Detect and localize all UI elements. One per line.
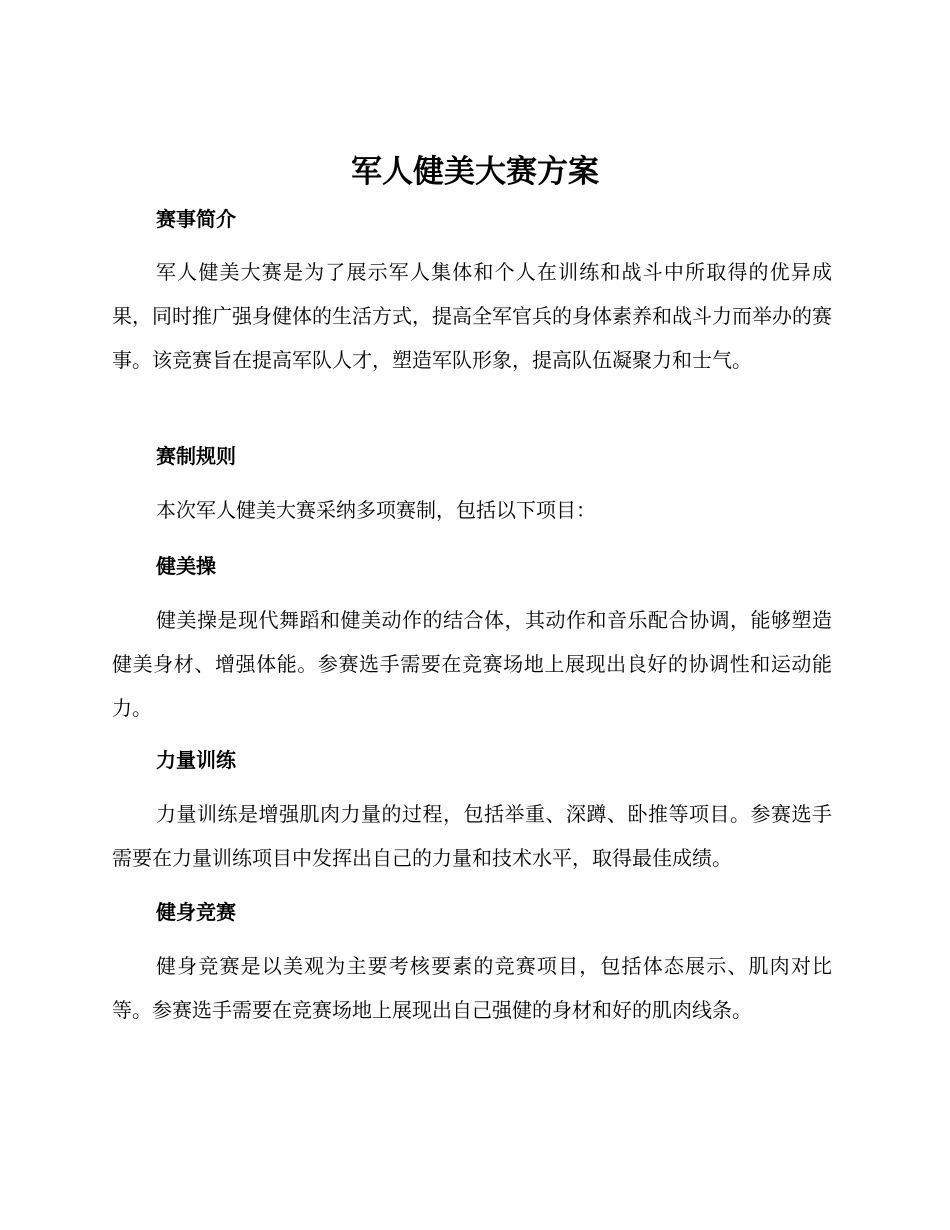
section-paragraph-intro: 军人健美大赛是为了展示军人集体和个人在训练和战斗中所取得的优异成果，同时推广强身健体的生活方式，提高全军官兵的身体素养和战斗力而举办的赛事。该竞赛旨在提高军队人才，塑造军队形象，提高队伍凝聚力和士气。	[112, 260, 832, 372]
section-heading-aerobics: 健美操	[156, 554, 216, 578]
section-heading-rules: 赛制规则	[156, 444, 236, 468]
section-heading-strength: 力量训练	[156, 748, 236, 772]
section-heading-fitness: 健身竞赛	[156, 900, 236, 924]
section-paragraph-strength: 力量训练是增强肌肉力量的过程，包括举重、深蹲、卧推等项目。参赛选手需要在力量训练项目中发挥出自己的力量和技术水平，取得最佳成绩。	[112, 802, 832, 870]
section-paragraph-rules: 本次军人健美大赛采纳多项赛制，包括以下项目：	[156, 498, 596, 522]
document-title: 军人健美大赛方案	[351, 154, 599, 190]
section-paragraph-aerobics: 健美操是现代舞蹈和健美动作的结合体，其动作和音乐配合协调，能够塑造健美身材、增强体能。参赛选手需要在竞赛场地上展现出良好的协调性和运动能力。	[112, 608, 832, 720]
section-heading-intro: 赛事简介	[156, 207, 236, 231]
section-paragraph-fitness: 健身竞赛是以美观为主要考核要素的竞赛项目，包括体态展示、肌肉对比等。参赛选手需要在竞赛场地上展现出自己强健的身材和好的肌肉线条。	[112, 954, 832, 1022]
